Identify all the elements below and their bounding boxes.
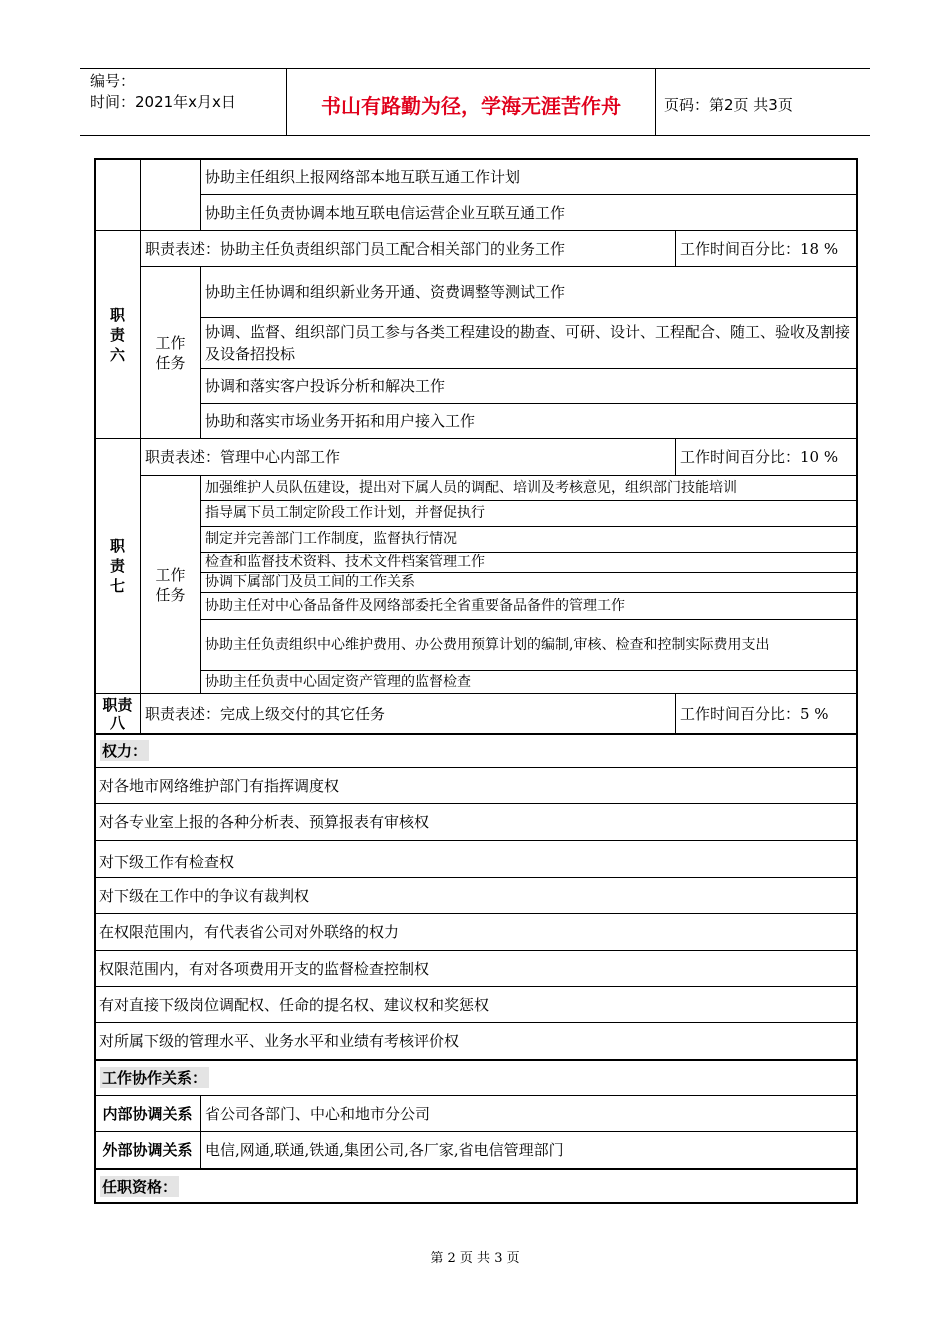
task-text: 协调、监督、组织部门员工参与各类工程建设的勘查、可研、设计、工程配合、随工、验收及割接及设备招投标	[205, 323, 851, 363]
task-label-cell	[140, 158, 201, 231]
power-item: 对下级工作有检查权	[99, 853, 235, 871]
power-item: 对所属下级的管理水平、业务水平和业绩有考核评价权	[99, 1032, 460, 1050]
duty-seven-percent: 工作时间百分比：10 %	[680, 448, 839, 466]
task-text: 协调下属部门及员工间的工作关系	[205, 574, 415, 590]
powers-title: 权力：	[102, 742, 148, 760]
power-item: 权限范围内，有对各项费用开支的监督检查控制权	[99, 959, 430, 978]
external-value: 电信,网通,联通,铁通,集团公司,各厂家,省电信管理部门	[205, 1141, 564, 1159]
task-label: 工作任务	[155, 565, 186, 604]
task-text: 协助主任负责中心固定资产管理的监督检查	[205, 673, 471, 690]
task-text: 协助主任负责组织中心维护费用、办公费用预算计划的编制,审核、检查和控制实际费用支出	[205, 637, 770, 653]
duty-six-label: 职责六	[109, 305, 125, 364]
power-item: 对各地市网络维护部门有指挥调度权	[99, 776, 340, 795]
page-indicator: 页码：第2页 共3页	[664, 96, 793, 114]
power-item: 有对直接下级岗位调配权、任命的提名权、建议权和奖惩权	[99, 995, 490, 1014]
page-footer: 第 2 页 共 3 页	[430, 1251, 520, 1266]
cooperation-title: 工作协作关系：	[102, 1069, 208, 1087]
power-item: 对下级在工作中的争议有裁判权	[99, 886, 310, 905]
number-label: 编号：	[90, 72, 136, 90]
task-text: 制定并完善部门工作制度，监督执行情况	[205, 531, 457, 547]
task-text: 指导属下员工制定阶段工作计划，并督促执行	[205, 505, 485, 521]
task-label: 工作任务	[155, 333, 186, 372]
task-text: 协助主任组织上报网络部本地互联互通工作计划	[205, 167, 521, 186]
date: 时间：2021年x月x日	[90, 93, 236, 111]
task-text: 协调和落实客户投诉分析和解决工作	[205, 377, 446, 395]
task-text: 协助主任协调和组织新业务开通、资费调整等测试工作	[205, 283, 566, 301]
task-text: 加强维护人员队伍建设，提出对下属人员的调配、培训及考核意见，组织部门技能培训	[205, 479, 737, 496]
header-info	[90, 71, 236, 113]
power-item: 对各专业室上报的各种分析表、预算报表有审核权	[99, 813, 430, 831]
power-item: 在权限范围内，有代表省公司对外联络的权力	[99, 923, 400, 941]
task-text: 协助主任负责协调本地互联电信运营企业互联互通工作	[205, 203, 566, 222]
duty-six-percent: 工作时间百分比：18 %	[680, 239, 839, 258]
duty-eight-percent: 工作时间百分比：5 %	[680, 704, 829, 723]
duty-label-cell	[94, 158, 141, 231]
duty-eight-desc: 职责表述：完成上级交付的其它任务	[145, 704, 386, 723]
duty-eight-label: 职责八	[102, 695, 133, 732]
header-bottom-line	[80, 135, 870, 136]
motto: 书山有路勤为径，学海无涯苦作舟	[321, 94, 621, 118]
internal-label: 内部协调关系	[102, 1104, 193, 1123]
header-top-line	[80, 68, 870, 69]
duty-seven-label: 职责七	[109, 537, 125, 595]
internal-value: 省公司各部门、中心和地市分公司	[205, 1104, 431, 1123]
task-text: 协助和落实市场业务开拓和用户接入工作	[205, 412, 476, 430]
external-label: 外部协调关系	[102, 1141, 193, 1159]
duty-six-desc: 职责表述：协助主任负责组织部门员工配合相关部门的业务工作	[145, 239, 566, 258]
duty-seven-desc: 职责表述：管理中心内部工作	[145, 448, 341, 466]
task-text: 协助主任对中心备品备件及网络部委托全省重要备品备件的管理工作	[205, 597, 625, 614]
qualification-title: 任职资格：	[102, 1177, 178, 1196]
task-text: 检查和监督技术资料、技术文件档案管理工作	[205, 554, 485, 570]
